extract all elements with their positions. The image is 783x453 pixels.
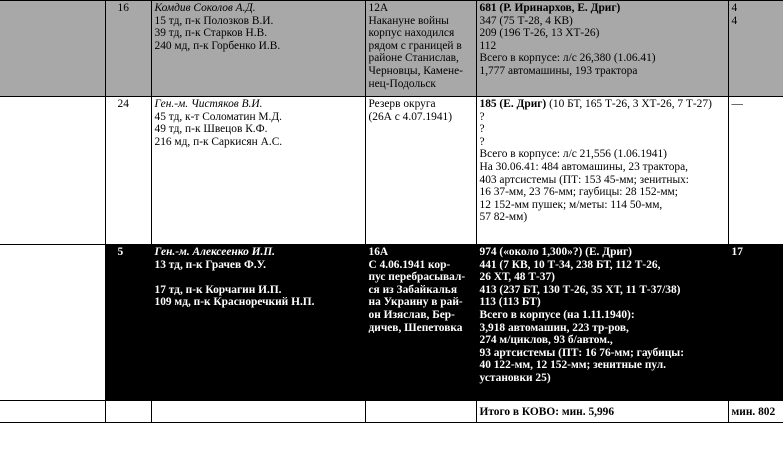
corps-number: 5 [105, 245, 151, 401]
commander-cell [151, 245, 365, 401]
division-line: 45 тд, к-т Соломатин М.Д. [154, 110, 283, 123]
army-cell [365, 1, 476, 97]
commander-cell [151, 1, 365, 97]
table-row [0, 245, 783, 401]
last-value: — [731, 98, 743, 110]
army-line: он Изяслав, Бер- [368, 308, 455, 321]
total-row [0, 401, 783, 423]
army-line: нец-Подольск [368, 77, 436, 90]
tanks-total: 185 (Е. Дриг) [479, 98, 547, 110]
blank-cell [151, 401, 365, 423]
tanks-line: Всего в корпусе: л/с 21,556 (1.06.1941) [479, 148, 667, 161]
army-cell [365, 245, 476, 401]
army-line: Резерв округа [368, 98, 436, 110]
last-cell [728, 1, 783, 97]
tanks-line: Всего в корпусе (на 1.11.1940): [479, 308, 635, 321]
commander-cell [151, 97, 365, 245]
division-line: 15 тд, п-к Полозков В.И. [154, 14, 274, 27]
spacer [155, 271, 362, 284]
tanks-line: 93 артсистемы (ПТ: 16 76-мм; гаубицы: [479, 346, 684, 359]
army-line: рядом с границей в [368, 39, 462, 52]
tanks-cell [476, 97, 728, 245]
army-line: 16А [368, 246, 389, 258]
tanks-cell [476, 245, 728, 401]
army-line: Черновцы, Камене- [368, 64, 463, 77]
army-line: дичев, Шепетовка [368, 321, 463, 334]
commander-name: Комдив Соколов А.Д. [154, 2, 256, 14]
division-line: 17 тд, п-к Корчагин И.П. [154, 283, 282, 296]
tanks-line: 12 152-мм пушек; м/меты: 114 50-мм, [479, 198, 663, 211]
army-line: С 4.06.1941 кор- [368, 258, 451, 271]
tanks-line: 113 (113 БТ) [479, 296, 541, 309]
tanks-line: 16 37-мм, 23 76-мм; гаубицы: 28 152-мм; [479, 186, 678, 199]
commander-name: Ген.-м. Чистяков В.И. [154, 98, 263, 110]
last-cell [728, 245, 783, 401]
last-value: 4 [731, 2, 738, 14]
army-cell [365, 97, 476, 245]
division-line: 216 мд, п-к Саркисян А.С. [154, 135, 283, 148]
tanks-line: установки 25) [479, 371, 551, 384]
army-line: (26А с 4.07.1941) [368, 110, 453, 123]
army-line: пус перебрасывал- [368, 271, 466, 284]
army-line: районе Станислав, [368, 52, 459, 65]
tanks-line: 274 м/циклов, 93 б/автом., [479, 334, 613, 347]
table-row [0, 97, 783, 245]
corps-number: 24 [105, 97, 151, 245]
tanks-line: 3,918 автомашин, 223 тр-ров, [479, 321, 629, 334]
army-line: корпус находился [368, 27, 455, 40]
commander-name: Ген.-м. Алексеенко И.П. [154, 246, 276, 258]
tanks-line: 57 82-мм) [479, 211, 528, 224]
tanks-line: 413 (237 БТ, 130 Т-26, 35 ХТ, 11 Т-37/38) [479, 283, 681, 296]
blank-cell [0, 97, 105, 245]
tanks-line: 347 (75 Т-28, 4 КВ) [479, 14, 573, 27]
army-line: 12А [368, 2, 389, 14]
tanks-total: 681 (Р. Иринархов, Е. Дриг) [479, 2, 621, 14]
total-value: мин. 802 [728, 401, 783, 423]
army-line: на Украину в рай- [368, 296, 463, 309]
tanks-line: 40 122-мм, 12 152-мм; зенитные пул. [479, 359, 667, 372]
blank-cell [0, 401, 105, 423]
tanks-line: На 30.06.41: 484 автомашины, 23 трактора, [479, 160, 689, 173]
tanks-breakdown: (10 БТ, 165 Т-26, 3 ХТ-26, 7 Т-27) [546, 98, 712, 110]
tanks-line: 403 артсистемы (ПТ: 153 45-мм; зенитных: [479, 173, 689, 186]
tanks-line: ? [479, 135, 485, 148]
tanks-line: ? [479, 110, 485, 123]
division-line: 240 мд, п-к Горбенко И.В. [154, 39, 281, 52]
division-line: 49 тд, п-к Швецов К.Ф. [154, 123, 268, 136]
corps-number: 16 [105, 1, 151, 97]
tanks-total: 974 («около 1,300»?) (Е. Дриг) [479, 246, 632, 258]
division-line: 39 тд, п-к Старков Н.В. [154, 27, 268, 40]
tanks-line: 112 [479, 39, 497, 52]
last-value: 17 [731, 246, 743, 258]
army-line: ся из Забайкалья [368, 283, 457, 296]
tanks-line: ? [479, 123, 485, 136]
blank-cell [105, 401, 151, 423]
tanks-line: 209 (196 Т-26, 13 ХТ-26) [479, 27, 600, 40]
tanks-line: 441 (7 КВ, 10 Т-34, 238 БТ, 112 Т-26, [479, 258, 661, 271]
last-value: 4 [731, 14, 738, 27]
blank-cell [365, 401, 476, 423]
total-label: Итого в КОВО: мин. 5,996 [476, 401, 728, 423]
last-cell [728, 97, 783, 245]
tanks-cell [476, 1, 728, 97]
tanks-line: 26 ХТ, 48 Т-37) [479, 271, 555, 284]
blank-cell [0, 1, 105, 97]
tanks-line: Всего в корпусе: л/с 26,380 (1.06.41) [479, 52, 656, 65]
division-line: 13 тд, п-к Грачев Ф.У. [154, 258, 266, 271]
division-line: 109 мд, п-к Красноречкий Н.П. [154, 296, 315, 309]
army-line: Накануне войны [368, 14, 449, 27]
table-row [0, 1, 783, 97]
tanks-total-line [480, 98, 725, 111]
tanks-line: 1,777 автомашины, 193 трактора [479, 64, 638, 77]
blank-cell [0, 245, 105, 401]
